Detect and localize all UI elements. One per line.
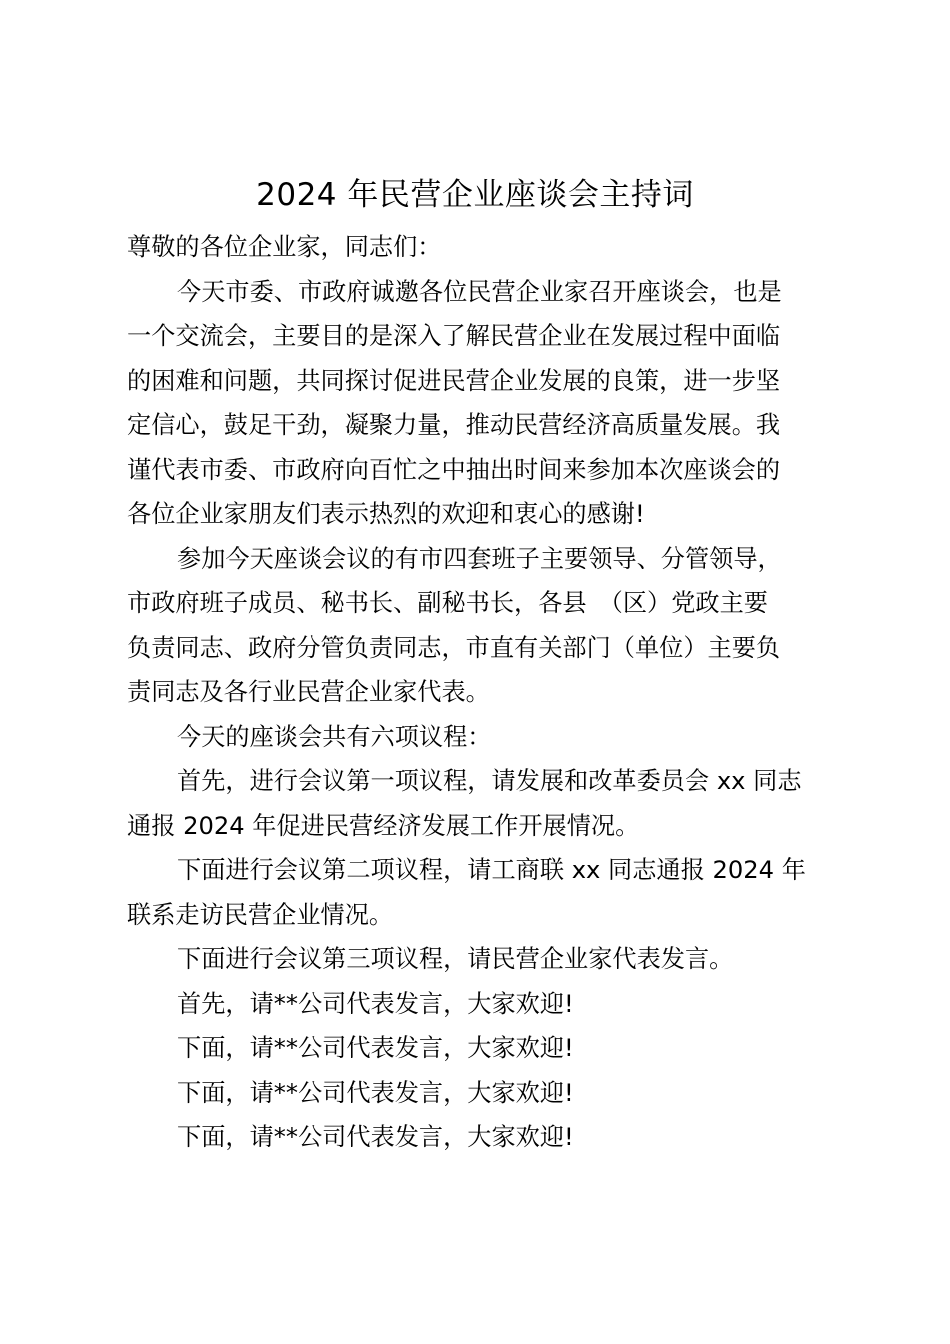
document-body — [127, 225, 833, 1160]
paragraph-line: 参加今天座谈会议的有市四套班子主要领导、分管领导， — [177, 544, 782, 573]
paragraph-line: 一个交流会，主要目的是深入了解民营企业在发展过程中面临 — [127, 322, 781, 350]
paragraph-line: 首先，进行会议第一项议程，请发展和改革委员会 xx 同志 — [177, 767, 802, 795]
paragraph-line: 谨代表市委、市政府向百忙之中抽出时间来参加本次座谈会的 — [127, 455, 781, 484]
paragraph-line: 通报 2024 年促进民营经济发展工作开展情况。 — [127, 811, 640, 840]
paragraph-line: 联系走访民营企业情况。 — [127, 900, 394, 929]
paragraph-line: 负责同志、政府分管负责同志，市直有关部门（单位）主要负 — [127, 633, 781, 662]
paragraph-line: 下面进行会议第三项议程，请民营企业家代表发言。 — [177, 945, 734, 973]
paragraph-line: 下面进行会议第二项议程，请工商联 xx 同志通报 2024 年 — [177, 856, 806, 884]
paragraph-line: 定信心，鼓足干劲，凝聚力量，推动民营经济高质量发展。我 — [127, 411, 781, 439]
paragraph-line: 的困难和问题，共同探讨促进民营企业发展的良策，进一步坚 — [127, 366, 781, 395]
paragraph-line: 下面，请**公司代表发言，大家欢迎! — [177, 1078, 574, 1107]
paragraph-line: 下面，请**公司代表发言，大家欢迎! — [177, 1034, 574, 1062]
paragraph-line: 各位企业家朋友们表示热烈的欢迎和衷心的感谢! — [127, 500, 645, 528]
paragraph-line: 责同志及各行业民营企业家代表。 — [127, 678, 490, 706]
paragraph-line: 尊敬的各位企业家，同志们： — [127, 233, 442, 261]
paragraph-line: 今天市委、市政府诚邀各位民营企业家召开座谈会，也是 — [177, 277, 782, 306]
paragraph-line: 今天的座谈会共有六项议程： — [177, 722, 492, 751]
document-title: 2024 年民营企业座谈会主持词 — [256, 177, 694, 213]
paragraph-line: 首先，请**公司代表发言，大家欢迎! — [177, 989, 574, 1018]
paragraph-line: 市政府班子成员、秘书长、副秘书长，各县 （区）党政主要 — [127, 589, 768, 617]
paragraph-line: 下面，请**公司代表发言，大家欢迎! — [177, 1123, 574, 1151]
